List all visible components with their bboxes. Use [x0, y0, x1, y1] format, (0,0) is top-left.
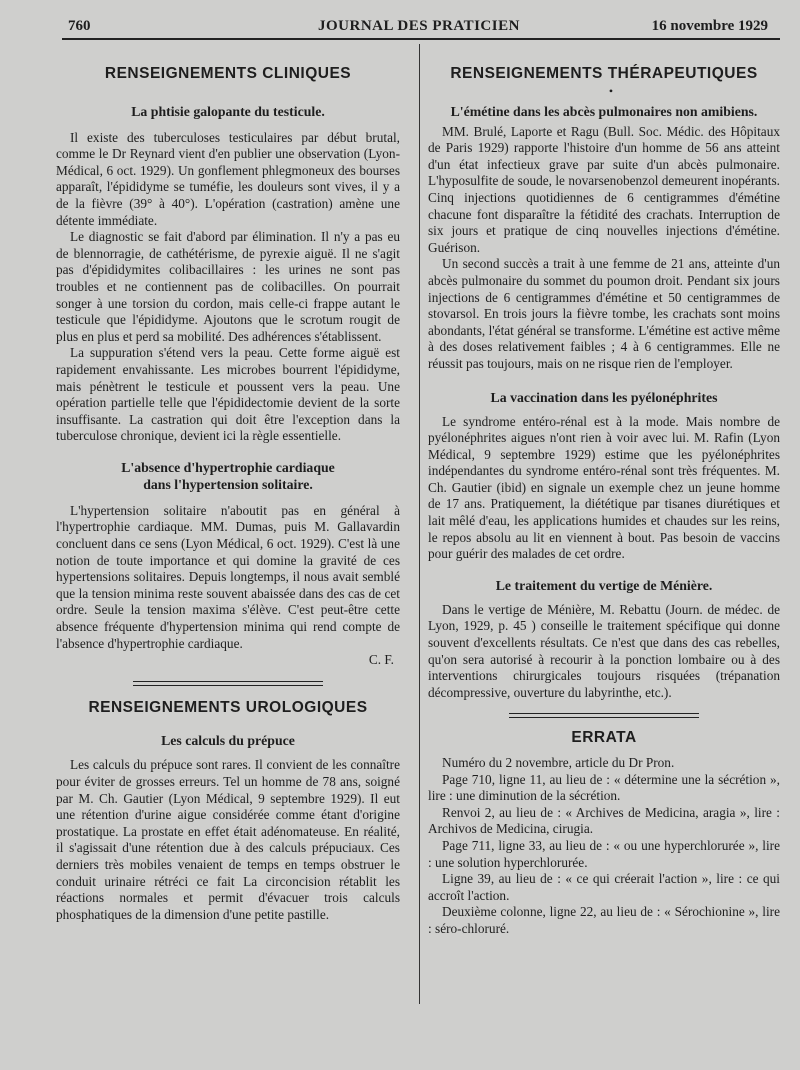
- article-title-hypertrophie-1: L'absence d'hypertrophie cardiaque: [121, 459, 335, 475]
- errata-item: Numéro du 2 novembre, article du Dr Pron.: [442, 755, 675, 770]
- section-title-errata: ERRATA: [571, 729, 637, 747]
- paragraph: Le syndrome entéro-rénal est à la mode. Mais nombre de pyélonéphrites aigues n'ont rien à voir avec lui. M. Rafin (Lyon Médical, 9 septembre 1929) estime que les pyélonéphrites indépendantes du syndrome entéro-rénal sont très fréquentes. M. Ch. Gautier (ibid) en signale un exemple chez un jeune homme de 17 ans. Pratiquement, la diététique par tisanes diurétiques et lait mêlé d'eau, les applications humides et chaudes sur les reins, le repos absolu au lit en viennent à bout. Pas besoin de vaccins pour guérir des malades de cet ordre.: [428, 413, 780, 562]
- section-title-cliniques: RENSEIGNEMENTS CLINIQUES: [104, 65, 352, 82]
- article-title-meniere: Le traitement du vertige de Ménière.: [495, 577, 713, 593]
- paragraph: Il existe des tuberculoses testiculaires par début brutal, comme le Dr Reynard vient d'en publier une observation (Lyon-Médical, 6 oct. 1929). Un gonflement phlegmoneux des bourses apparaît, l'épididyme se tuméfie, les douleurs sont vives, il y a de la fièvre (39° à 40°). L'opération (castration) amène une détente immédiate.: [56, 129, 400, 228]
- running-header: [68, 18, 768, 40]
- errata-item: Deuxième colonne, ligne 22, au lieu de : « Sérochionine », lire : séro-chloruré.: [428, 904, 780, 936]
- left-column: [56, 64, 400, 923]
- page-number: 760: [68, 18, 91, 34]
- issue-date: 16 novembre 1929: [651, 18, 768, 34]
- paragraph: Un second succès a trait à une femme de 21 ans, atteinte d'un abcès pulmonaire du sommet du poumon droit. Pendant six jours injections de 6 centigrammes d'émétine et 50 centigrammes de stovarsol. En trois jours la fièvre tombe, les crachats sont moins abondants, l'état général se transforme. L'émétine est active même à des doses relativement faibles ; 4 à 6 centigrammes. Elle ne réussit pas toujours, mais on ne risque rien de l'employer.: [428, 256, 780, 371]
- errata-item: Renvoi 2, au lieu de : « Archives de Medicina, aragia », lire : Archivos de Medicina, cirugia.: [428, 804, 780, 837]
- errata-item: Ligne 39, au lieu de : « ce qui créerait l'action », lire : ce qui accroît l'action.: [428, 871, 780, 903]
- column-rule: [419, 44, 420, 1004]
- article-title-phtisie: La phtisie galopante du testicule.: [131, 103, 325, 119]
- errata-item: Page 711, ligne 33, au lieu de : « ou une hyperchlorurée », lire : une solution hyperchlorurée.: [428, 837, 780, 870]
- errata-item: Page 710, ligne 11, au lieu de : « détermine une la sécrétion », lire : une diminution de la sécrétion.: [428, 771, 780, 804]
- author-signature: C. F.: [368, 652, 394, 668]
- paragraph: MM. Brulé, Laporte et Ragu (Bull. Soc. Médic. des Hôpitaux de Paris 1929) rapporte l'histoire d'un homme de 56 ans atteint d'un état infectieux grave par suite d'un abcès pulmonaire. L'hyposulfite de soude, le novarsenobenzol demeurent inopérants. Cinq injections quotidiennes de 6 centigrammes d'émétine chacune font disparaître la fétidité des crachats. Interruption de six jours et pratique de cinq nouvelles injections d'émétine. Guérison.: [428, 123, 780, 255]
- article-title-hypertrophie-2: dans l'hypertension solitaire.: [143, 476, 313, 492]
- paragraph: L'hypertension solitaire n'aboutit pas en général à l'hypertrophie cardiaque. MM. Dumas, puis M. Gallavardin concluent dans ce sens (Lyon Médical, 6 oct. 1929). C'est là une notion de toute importance et qui domine la gravité de ces hypertensions solitaires. Depuis longtemps, il nous avait semblé que la tension minima reste souvent abaissée dans des cas de cet ordre. Seule la tension maxima s'élève. C'est peut-être cette absence fréquente d'hypertension minima qui rend compte de l'absence d'hypertrophie cardiaque.: [56, 502, 400, 651]
- ornament-bullet: •: [608, 83, 614, 98]
- article-title-calculs: Les calculs du prépuce: [161, 733, 295, 749]
- paragraph: Dans le vertige de Ménière, M. Rebattu (Journ. de médec. de Lyon, 1929, p. 45 ) conseille le traitement spécifique qui donne souvent d'excellents résultats. Ce n'est que dans des cas rebelles, qu'on sera autorisé à recourir à la ponction lombaire ou à des interventions chirurgicales toujours risquées (trépanation décompressive, ouverture du labyrinthe, etc.).: [428, 601, 780, 700]
- journal-title: JOURNAL DES PRATICIEN: [318, 18, 520, 34]
- paragraph: Les calculs du prépuce sont rares. Il convient de les connaître pour éviter de grosses erreurs. Tel un homme de 78 ans, soigné par M. Ch. Gautier (Lyon Médical, 9 septembre 1929). Il eut une rétention d'urine aigue considérée comme étant d'origine prostatique. La prostate en effet était adénomateuse. En réalité, il s'agissait d'une rétention due à des calculs prépuciaux. Ces derniers très mobiles venaient de temps en temps obstruer le conduit urinaire rétréci ce fait La circoncision rétablit les réactions normales et permit d'évacuer trois calculs phosphatiques de la dimension d'une petite pastille.: [56, 757, 400, 922]
- article-title-vaccination: La vaccination dans les pyélonéphrites: [490, 389, 718, 405]
- header-rule: [62, 38, 780, 40]
- right-column: [428, 64, 780, 938]
- article-title-emetine: L'émétine dans les abcès pulmonaires non amibiens.: [450, 103, 758, 119]
- section-title-urologiques: RENSEIGNEMENTS UROLOGIQUES: [88, 698, 368, 716]
- paragraph: La suppuration s'étend vers la peau. Cette forme aiguë est rapidement envahissante. Les microbes bourrent l'épididyme, mais pénètrent le testicule et poussent vers la peau. Une opération partielle telle que l'épididectomie devient de la sorte insuffisante. La castration qui doit être l'exception dans la tuberculose chronique, devient ici la règle essentielle.: [56, 345, 400, 444]
- paragraph: Le diagnostic se fait d'abord par élimination. Il n'y a pas eu de blennorragie, de cathétérisme, de pyrexie aiguë. Il ne s'agit pas d'épididymites colibacillaires : les urines ne sont pas troubles et ne contiennent pas de colibacilles. On pourrait songer à une torsion du cordon, mais celle-ci frappe autant le testicule que l'épididyme. Ajoutons que le scrotum rougit de plus en plus et perd sa mobilité. Des adhérences s'établissent.: [56, 229, 400, 344]
- section-title-therapeutiques: RENSEIGNEMENTS THÉRAPEUTIQUES: [450, 65, 758, 82]
